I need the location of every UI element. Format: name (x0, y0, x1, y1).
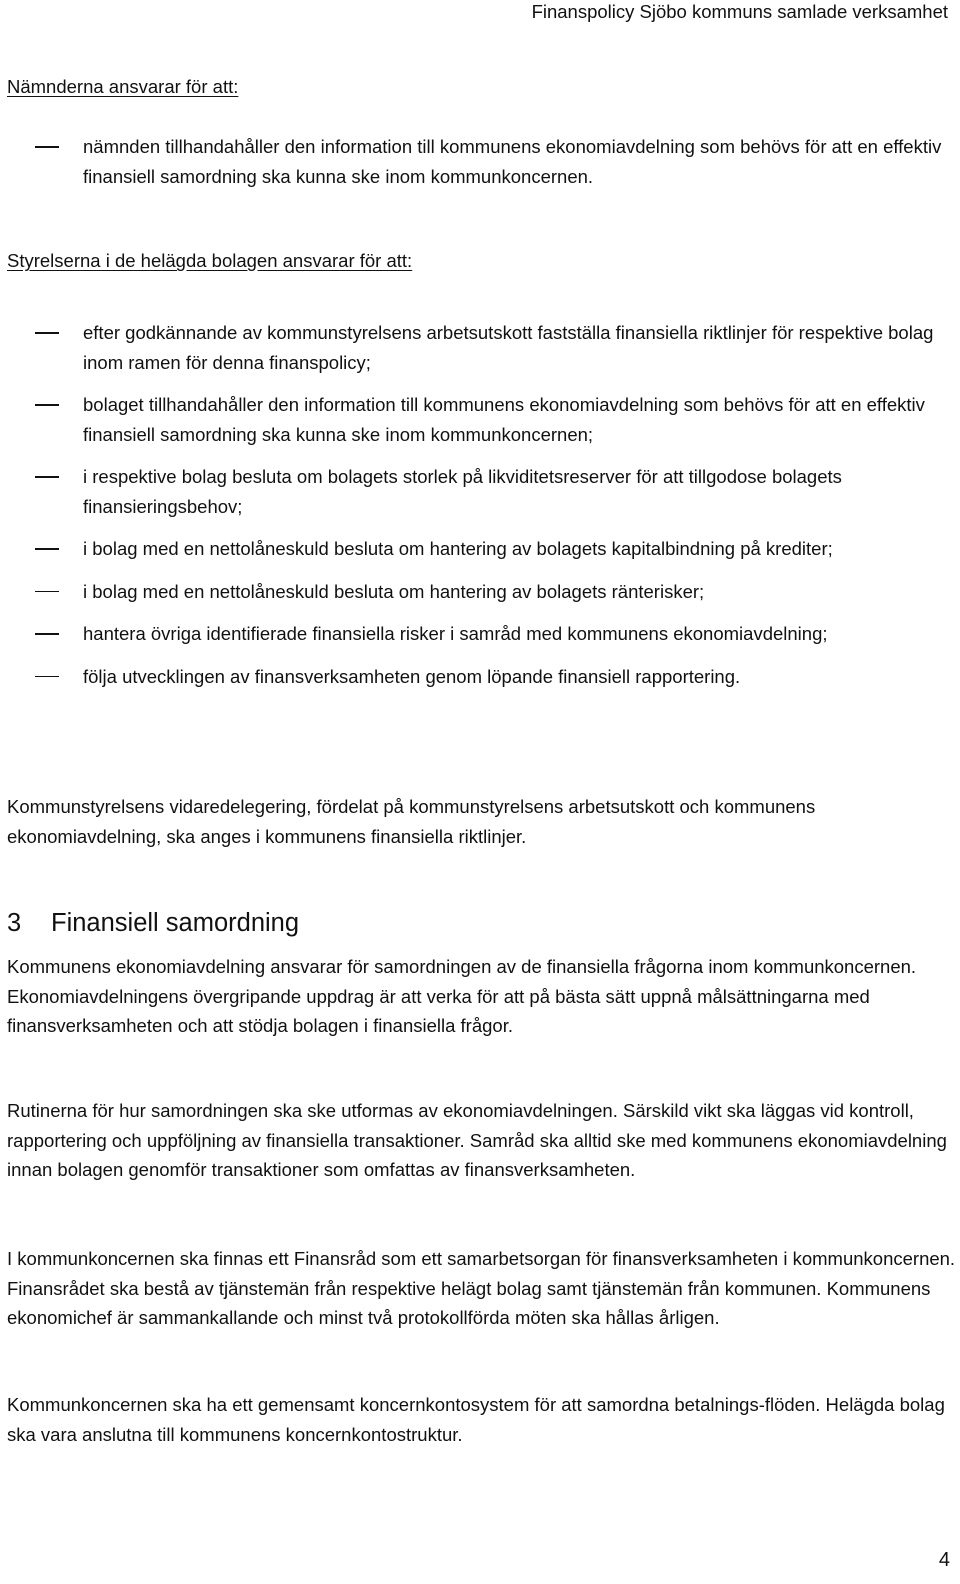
dash-bullet-icon (35, 633, 59, 635)
section-number: 3 (7, 909, 22, 937)
section-heading: Nämnderna ansvarar för att: (7, 76, 239, 97)
paragraph: Kommunkoncernen ska ha ett gemensamt koncernkontosystem för att samordna betalnings-flöden. Helägda bolag ska vara anslutna till kommunens koncernkontostruktur. (7, 1394, 945, 1445)
section-3 (7, 906, 957, 940)
list-item-text: hantera övriga identifierade finansiella risker i samråd med kommunens ekonomiavdelning; (83, 623, 828, 644)
dash-bullet-icon (35, 548, 59, 550)
list-item-text: nämnden tillhandahåller den information till kommunens ekonomiavdelning som behövs för att en effektiv finansiell samordning ska kunna ske inom kommunkoncernen. (83, 136, 942, 187)
running-header: Finanspolicy Sjöbo kommuns samlade verksamhet (531, 1, 948, 22)
list-item (7, 390, 957, 449)
list-item-text: i respektive bolag besluta om bolagets storlek på likviditetsreserver för att tillgodose bolagets finansieringsbehov; (83, 466, 842, 517)
dash-bullet-icon (35, 676, 59, 678)
dash-bullet-icon (35, 332, 59, 334)
section-nämnder-list-wrap (7, 132, 957, 191)
dash-bullet-icon (35, 404, 59, 406)
section-3-paragraph-3 (7, 1244, 957, 1333)
list-item (7, 534, 957, 564)
list-item-text: efter godkännande av kommunstyrelsens arbetsutskott fastställa finansiella riktlinjer för respektive bolag inom ramen för denna finanspolicy; (83, 322, 934, 373)
list-item (7, 318, 957, 377)
list-item (7, 462, 957, 521)
list-item (7, 619, 957, 649)
list-item (7, 577, 957, 607)
paragraph: I kommunkoncernen ska finnas ett Finansråd som ett samarbetsorgan för finansverksamheten i kommunkoncernen. Finansrådet ska bestå av tjänstemän från respektive helägt bolag samt tjänstemän från kommunen. Kommunens ekonomichef är sammankallande och minst två protokollförda möten ska hållas årligen. (7, 1248, 956, 1328)
section-3-heading (7, 906, 957, 940)
bullet-list (7, 318, 957, 691)
list-item-text: i bolag med en nettolåneskuld besluta om hantering av bolagets ränterisker; (83, 580, 705, 602)
delegation-paragraph: Kommunstyrelsens vidaredelegering, fördelat på kommunstyrelsens arbetsutskott och kommunens ekonomiavdelning, ska anges i kommunens finansiella riktlinjer. (7, 796, 816, 847)
delegation-block (7, 792, 957, 851)
dash-bullet-icon (35, 476, 59, 478)
section-3-paragraph-1 (7, 952, 957, 1041)
paragraph: Rutinerna för hur samordningen ska ske utformas av ekonomiavdelningen. Särskild vikt ska läggas vid kontroll, rapportering och uppföljning av finansiella transaktioner. Samråd ska alltid ske med kommunens ekonomiavdelning innan bolagen genomför transaktioner som omfattas av finansverksamheten. (7, 1100, 947, 1180)
list-item-text: följa utvecklingen av finansverksamheten genom löpande finansiell rapportering. (83, 665, 741, 687)
section-title: Finansiell samordning (51, 909, 300, 937)
list-item-text: i bolag med en nettolåneskuld besluta om hantering av bolagets kapitalbindning på krediter; (83, 538, 833, 559)
section-3-paragraph-4 (7, 1390, 957, 1449)
list-item (7, 132, 957, 191)
dash-bullet-icon (35, 146, 59, 148)
list-item (7, 662, 957, 692)
page-number: 4 (938, 1549, 950, 1571)
section-3-paragraph-2 (7, 1096, 957, 1185)
section-styrelser (7, 246, 957, 276)
section-styrelser-list-wrap (7, 318, 957, 691)
bullet-list (7, 132, 957, 191)
dash-bullet-icon (35, 591, 59, 593)
list-item-text: bolaget tillhandahåller den information till kommunens ekonomiavdelning som behövs för att en effektiv finansiell samordning ska kunna ske inom kommunkoncernen; (83, 394, 925, 445)
paragraph: Kommunens ekonomiavdelning ansvarar för samordningen av de finansiella frågorna inom kommunkoncernen. Ekonomiavdelningens övergripande uppdrag är att verka för att på bästa sätt uppnå målsättningarna med finansverksamheten och att stödja bolagen i finansiella frågor. (7, 956, 917, 1036)
section-heading: Styrelserna i de helägda bolagen ansvarar för att: (7, 250, 413, 271)
section-nämnder (7, 72, 957, 102)
